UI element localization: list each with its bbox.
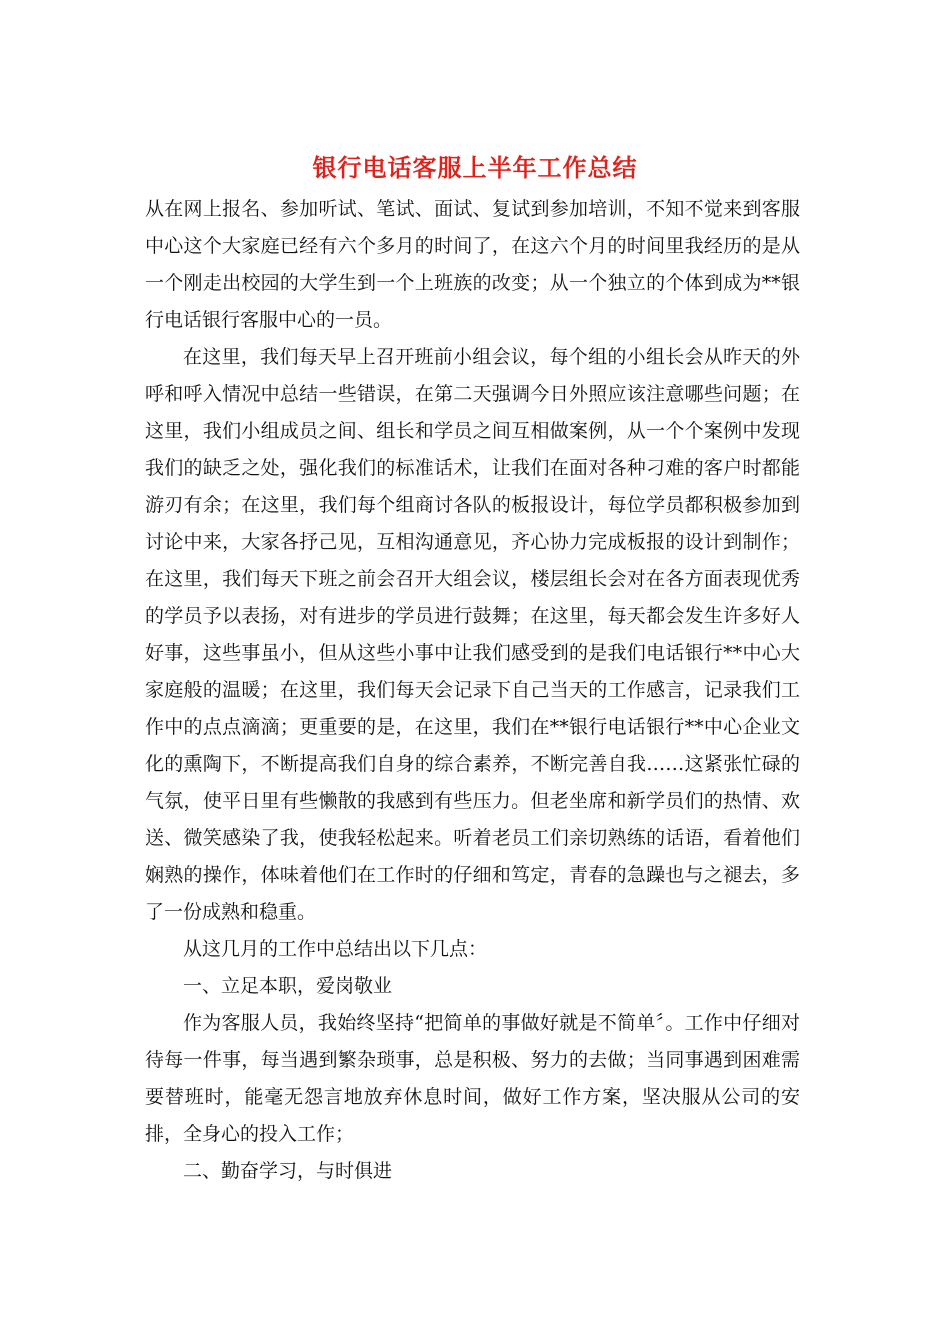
paragraph-intro: 从在网上报名、参加听试、笔试、面试、复试到参加培训，不知不觉来到客服中心这个大家庭已经有六个多月的时间了，在这六个月的时间里我经历的是从一个刚走出校园的大学生到一个上班族的改变；从一个独立的个体到成为**银行电话银行客服中心的一员。: [145, 198, 800, 331]
paragraph-section-1: 作为客服人员，我始终坚持“把简单的事做好就是不简单〞。工作中仔细对待每一件事，每当遇到繁杂琐事，总是积极、努力的去做；当同事遇到困难需要替班时，能毫无怨言地放弃休息时间，做好工作方案，坚决服从公司的安排，全身心的投入工作；: [145, 1012, 800, 1145]
document-title: 银行电话客服上半年工作总结: [312, 153, 638, 182]
section-heading-1: 一、立足本职，爱岗敬业: [183, 975, 393, 997]
document-body: [145, 191, 800, 1190]
paragraph-summary-lead: 从这几月的工作中总结出以下几点：: [183, 938, 488, 960]
paragraph-here: 在这里，我们每天早上召开班前小组会议，每个组的小组长会从昨天的外呼和呼入情况中总结一些错误，在第二天强调今日外照应该注意哪些问题；在这里，我们小组成员之间、组长和学员之间互相做案例，从一个个案例中发现我们的缺乏之处，强化我们的标准话术，让我们在面对各种刁难的客户时都能游刃有余；在这里，我们每个组商讨各队的板报设计，每位学员都积极参加到讨论中来，大家各抒己见，互相沟通意见，齐心协力完成板报的设计到制作；在这里，我们每天下班之前会召开大组会议，楼层组长会对在各方面表现优秀的学员予以表扬，对有进步的学员进行鼓舞；在这里，每天都会发生许多好人好事，这些事虽小，但从这些小事中让我们感受到的是我们电话银行**中心大家庭般的温暖；在这里，我们每天会记录下自己当天的工作感言，记录我们工作中的点点滴滴；更重要的是，在这里，我们在**银行电话银行**中心企业文化的熏陶下，不断提高我们自身的综合素养，不断完善自我……这紧张忙碌的气氛，使平日里有些懒散的我感到有些压力。但老坐席和新学员们的热情、欢送、微笑感染了我，使我轻松起来。听着老员工们亲切熟练的话语，看着他们娴熟的操作，体味着他们在工作时的仔细和笃定，青春的急躁也与之褪去，多了一份成熟和稳重。: [145, 346, 800, 923]
section-heading-2: 二、勤奋学习，与时俱进: [183, 1160, 393, 1182]
